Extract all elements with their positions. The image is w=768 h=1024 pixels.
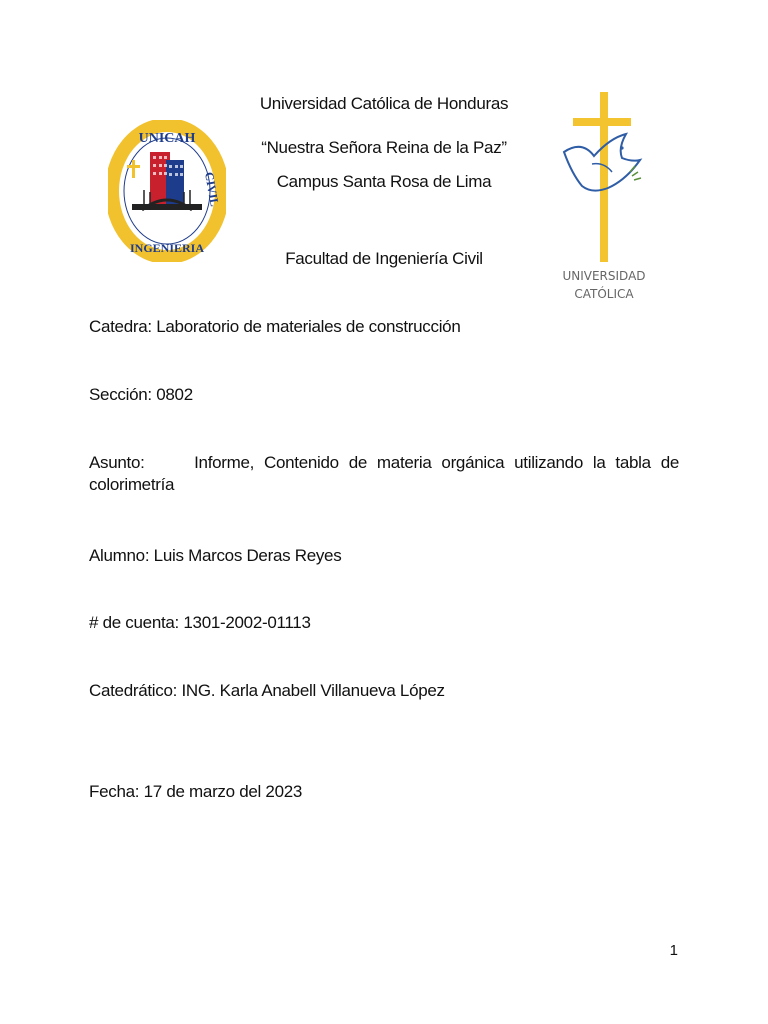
fecha-line: Fecha: 17 de marzo del 2023 bbox=[89, 782, 303, 801]
cuenta-line: # de cuenta: 1301-2002-01113 bbox=[89, 613, 311, 632]
logo-university-label: UNIVERSIDAD bbox=[562, 269, 646, 283]
faculty-name: Facultad de Ingeniería Civil bbox=[285, 249, 483, 268]
university-name: Universidad Católica de Honduras bbox=[259, 94, 509, 113]
logo-text-top: UNICAH bbox=[138, 131, 196, 146]
seccion-line: Sección: 0802 bbox=[89, 385, 193, 404]
logo-catolica-label: CATÓLICA bbox=[574, 287, 634, 301]
unicah-logo bbox=[108, 120, 226, 262]
asunto-line bbox=[89, 452, 679, 496]
logo-text-bottom: INGENIERIA bbox=[129, 241, 205, 255]
logo-text-right: CIVIL bbox=[202, 171, 222, 208]
catedratico-line: Catedrático: ING. Karla Anabell Villanueva López bbox=[89, 681, 445, 700]
universidad-catolica-logo bbox=[552, 90, 662, 305]
alumno-line: Alumno: Luis Marcos Deras Reyes bbox=[89, 546, 342, 565]
catedra-line: Catedra: Laboratorio de materiales de construcción bbox=[89, 317, 461, 336]
asunto-label: Asunto: bbox=[89, 453, 145, 472]
campus-name: Campus Santa Rosa de Lima bbox=[276, 172, 492, 191]
motto: “Nuestra Señora Reina de la Paz” bbox=[261, 138, 507, 157]
asunto-value: Informe, Contenido de materia orgánica utilizando la tabla de colorimetría bbox=[89, 453, 680, 494]
page-number: 1 bbox=[669, 942, 678, 959]
